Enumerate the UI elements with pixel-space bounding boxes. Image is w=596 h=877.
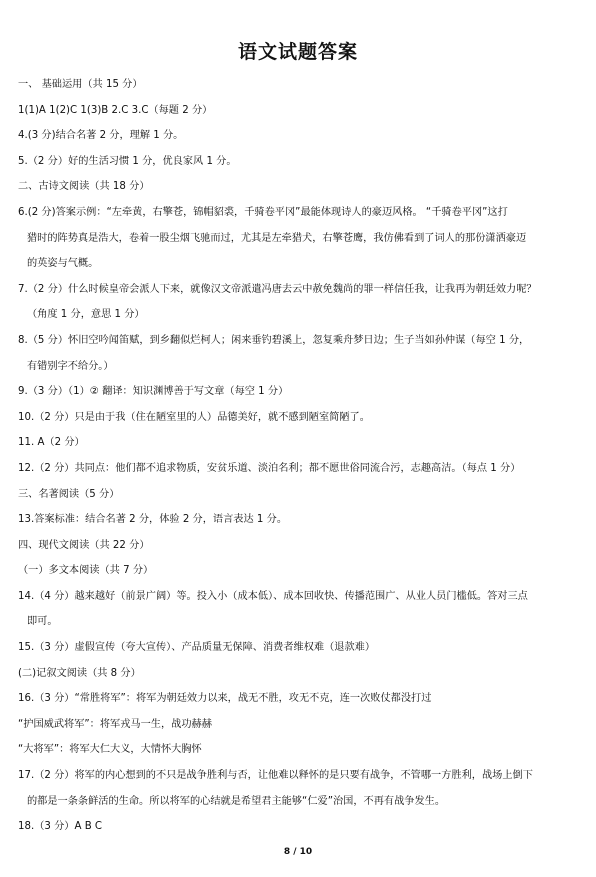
answer-line: 10.（2 分）只是由于我（住在陋室里的人）品德美好，就不感到陋室简陋了。: [18, 411, 370, 423]
answer-line: 即可。: [27, 616, 58, 628]
answer-line: 17.（2 分）将军的内心想到的不只是战争胜利与否，让他难以释怀的是只要有战争，不管哪一方胜利，战场上倒下: [18, 770, 533, 782]
answer-line: 15.（3 分）虚假宣传（夸大宣传）、产品质量无保障、消费者维权难（退款难）: [18, 642, 376, 654]
answer-line: 三、名著阅读（5 分）: [18, 488, 120, 500]
answer-line: 13.答案标准：结合名著 2 分，体验 2 分，语言表达 1 分。: [18, 514, 288, 526]
page-number: 8 / 10: [283, 847, 313, 857]
answer-line: 一、 基础运用（共 15 分）: [18, 79, 143, 90]
answer-line: 14.（4 分）越来越好（前景广阔）等。投入小（成本低）、成本回收快、传播范围广、从业人员门槛低。答对三点: [18, 590, 528, 602]
answer-line: 5.（2 分）好的生活习惯 1 分，优良家风 1 分。: [18, 155, 237, 167]
answer-line: 18.（3 分）A B C: [18, 821, 103, 833]
answer-line: (二)记叙文阅读（共 8 分）: [18, 667, 141, 679]
answer-line: 9.（3 分）（1）② 翻译：知识渊博善于写文章（每空 1 分）: [18, 386, 289, 398]
answer-line: 16.（3 分）“常胜将军”：将军为朝廷效力以来，战无不胜，攻无不克，连一次败仗都没打过: [18, 693, 432, 705]
answer-line: 的都是一条条鲜活的生命。所以将军的心结就是希望君主能够“仁爱”治国，不再有战争发生。: [27, 795, 446, 807]
answer-line: 7.（2 分）什么时候皇帝会派人下来，就像汉文帝派遣冯唐去云中赦免魏尚的罪一样信任我，让我再为朝廷效力呢？: [18, 283, 537, 295]
answer-line: 的英姿与气概。: [27, 258, 99, 270]
answer-line: 11. A（2 分）: [18, 437, 85, 449]
answer-body: [18, 72, 578, 840]
answer-line: “大将军”：将军大仁大义，大情怀大胸怀: [18, 744, 202, 756]
answer-line: 1(1)A 1(2)C 1(3)B 2.C 3.C（每题 2 分）: [18, 104, 213, 116]
answer-line: 12.（2 分）共同点：他们都不追求物质，安贫乐道、淡泊名利；都不愿世俗同流合污，志趣高洁。（每点 1 分）: [18, 462, 521, 474]
answer-line: 4.(3 分)结合名著 2 分，理解 1 分。: [18, 130, 184, 142]
answer-line: 二、古诗文阅读（共 18 分）: [18, 181, 150, 193]
answer-line: 8.（5 分）怀旧空吟闻笛赋，到乡翻似烂柯人；闲来垂钓碧溪上，忽复乘舟梦日边；生子当如孙仲谋（每空 1 分，: [18, 334, 530, 346]
page-title: 语文试题答案: [237, 41, 358, 63]
answer-line: 猎时的阵势真是浩大，卷着一股尘烟飞驰而过，尤其是左牵猎犬，右擎苍鹰，我仿佛看到了词人的那份潇洒豪迈: [27, 232, 527, 244]
answer-line: 6.(2 分)答案示例：“左牵黄，右擎苍，锦帽貂裘，千骑卷平冈”最能体现诗人的豪迈风格。 “千骑卷平冈”这打: [18, 206, 508, 218]
answer-line: 有错别字不给分。）: [27, 360, 114, 372]
answer-line: （角度 1 分，意思 1 分）: [27, 309, 145, 321]
answer-line: “护国威武将军”：将军戎马一生，战功赫赫: [18, 718, 212, 730]
answer-line: 四、现代文阅读（共 22 分）: [18, 539, 150, 551]
answer-line: （一）多文本阅读（共 7 分）: [18, 565, 154, 577]
